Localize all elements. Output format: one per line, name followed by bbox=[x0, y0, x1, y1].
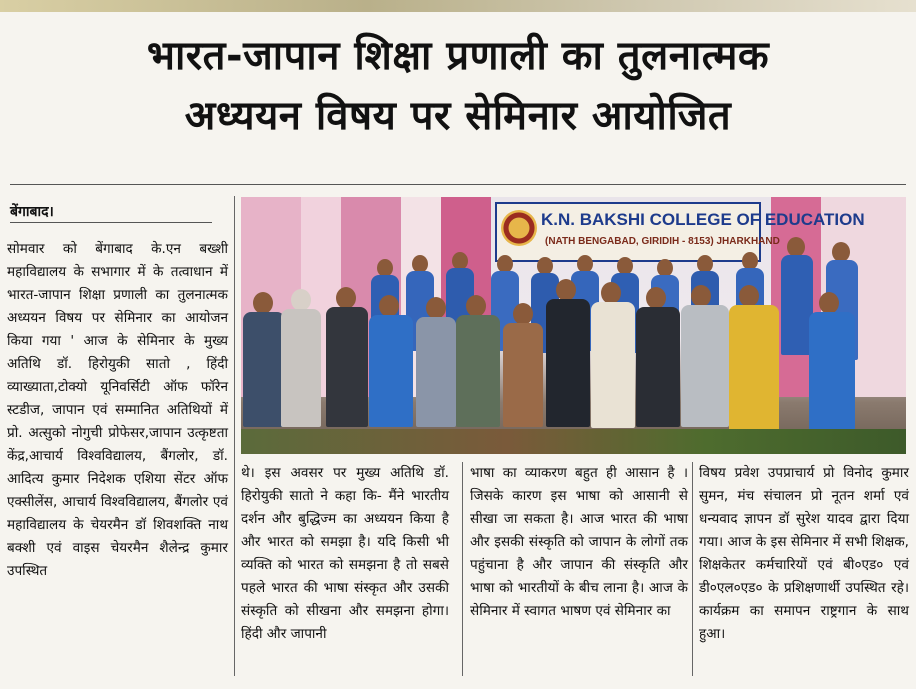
headline-line-1: भारत-जापान शिक्षा प्रणाली का तुलनात्मक bbox=[146, 33, 770, 79]
column-3-text: भाषा का व्याकरण बहुत ही आसान है । जिसके कारण इस भाषा को आसानी से सीखा जा सकता है। आज भारत की भाषा और इसकी संस्कृति को जापान के लोगों तक पहुंचाना है और जापान की संस्कृति और भाषा को भारतीयों के बीच लाना है। आज के सेमिनार में स्वागत भाषण एवं सेमिनार का bbox=[470, 465, 688, 619]
banner-subtitle: (NATH BENGABAD, GIRIDIH - 8153) JHARKHAND bbox=[545, 236, 780, 247]
headline bbox=[10, 26, 906, 146]
stage-floor bbox=[241, 429, 906, 454]
column-2-text: थे। इस अवसर पर मुख्य अतिथि डॉ. हिरोयुकी सातो ने कहा कि- मैंने भारतीय दर्शन और बुद्धिज्म का अध्ययन किया है और भारत को समझा है। यदि किसी भी व्यक्ति को भारत को समझना है तो सबसे पहले भारत की भाषा संस्कृत और उसकी संस्कृति को सीखना और समझना होगा। हिंदी और जापानी bbox=[241, 465, 449, 642]
top-strip bbox=[0, 0, 916, 12]
article-column-4 bbox=[699, 462, 909, 646]
college-logo-icon bbox=[501, 210, 537, 246]
seminar-photo bbox=[241, 197, 906, 454]
college-banner bbox=[495, 202, 865, 262]
dateline: बेंगाबाद। bbox=[10, 204, 54, 220]
article-column-1 bbox=[7, 238, 228, 583]
article-column-3 bbox=[470, 462, 688, 623]
column-divider bbox=[462, 462, 463, 676]
column-divider bbox=[692, 462, 693, 676]
headline-divider bbox=[10, 184, 906, 185]
column-1-text: सोमवार को बेंगाबाद के.एन बख्शी महाविद्यालय के सभागार में के तत्वाधान में भारत-जापान शिक्षा प्रणाली का तुलनात्मक अध्ययन विषय पर सेमिनार का आयोजन किया गया ' आज के सेमिनार के मुख्य अतिथि डॉ. हिरोयुकी सातो , हिंदी व्याख्याता,टोक्यो यूनिवर्सिटी ऑफ फॉरेन स्टडीज, जापान एवं सम्मानित अतिथियों में प्रो. अत्सुको नोगुची प्रोफेसर,जापान उत्कृष्टता केंद्र,आचार्य विश्वविद्यालय, बैंगलोर, डॉ. आदित्य कुमार निदेशक एशिया सेंटर ऑफ एक्सीलेंस, आचार्य विश्वविद्यालय, बैंगलोर एवं महाविद्यालय के चेयरमैन डॉ शिवशक्ति नाथ बक्शी एवं वाइस चेयरमैन शैलेन्द्र कुमार उपस्थित bbox=[7, 241, 228, 579]
banner-title: K.N. BAKSHI COLLEGE OF EDUCATION bbox=[541, 210, 865, 229]
headline-line-2: अध्ययन विषय पर सेमिनार आयोजित bbox=[184, 93, 732, 139]
article-column-2 bbox=[241, 462, 449, 646]
column-divider bbox=[234, 196, 235, 676]
dateline-rule bbox=[10, 222, 212, 223]
column-4-text: विषय प्रवेश उपप्राचार्य प्रो विनोद कुमार सुमन, मंच संचालन प्रो नूतन शर्मा एवं धन्यवाद ज्ञापन डॉ सुरेश यादव द्वारा दिया गया। आज के इस सेमिनार में सभी शिक्षक, शिक्षकेतर कर्मचारियों एवं बी०एड० एवं डी०एल०एड० के प्रशिक्षणार्थी उपस्थित रहे। कार्यक्रम का समापन राष्ट्रगान के साथ हुआ। bbox=[699, 465, 909, 642]
